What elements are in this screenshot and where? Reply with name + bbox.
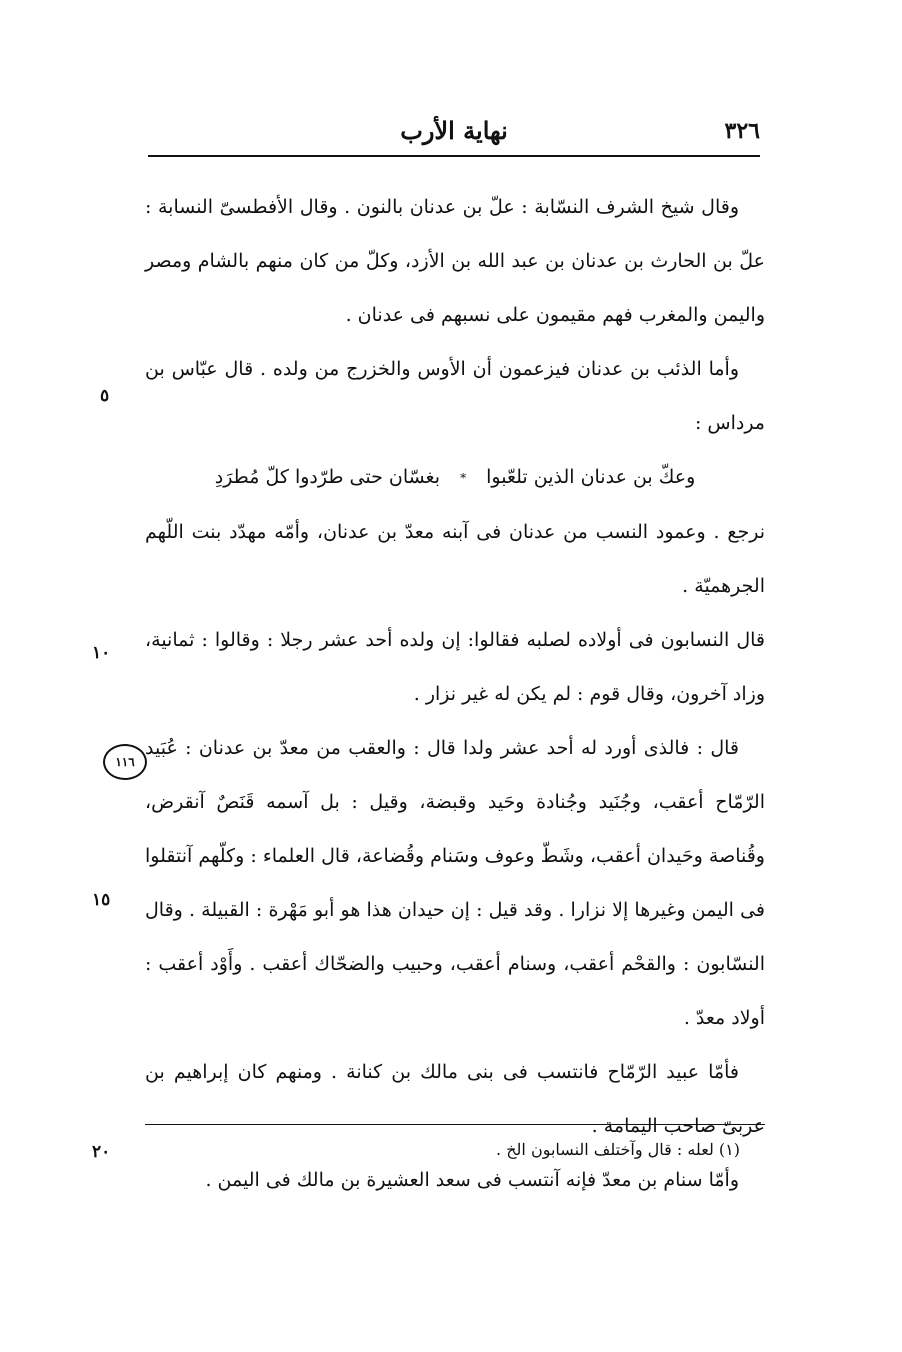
poem-verse [145, 450, 765, 505]
line-number-5: ٥ [100, 386, 110, 406]
page-header [148, 112, 760, 156]
original-page-marker: ١١٦ [103, 744, 147, 780]
main-text [145, 180, 765, 1207]
verse-first-hemistich: وعكّ بن عدنان الذين تلعّبوا [486, 466, 696, 488]
line-number-20: ٢٠ [92, 1142, 111, 1162]
line-number-10: ١٠ [92, 643, 111, 663]
line-number-15: ١٥ [92, 890, 111, 910]
paragraph-7: وأمّا سنام بن معدّ فإنه آنتسب فى سعد العشيرة بن مالك فى اليمن . [205, 1169, 739, 1191]
footnote-rule [145, 1124, 765, 1125]
footnote: (١) لعله : قال وآختلف النسابون الخ . [496, 1140, 740, 1159]
paragraph-2: وأما الذئب بن عدنان فيزعمون أن الأوس والخزرج من ولده . قال عبّاس بن مرداس : [145, 358, 765, 434]
paragraph-3: نرجع . وعمود النسب من عدنان فى آبنه معدّ بن عدنان، وأمّه مهدّد بنت اللّهم الجرهميّة . [145, 521, 765, 597]
running-title: نهاية الأرب [400, 116, 508, 145]
paragraph-5: قال : فالذى أورد له أحد عشر ولدا قال : والعقب من معدّ بن عدنان : عُبَيد الرّمّاح أعقب، وجُنَيد وجُنادة وحَيد وقبضة، وقيل : بل آسمه قَنَصٌ آنقرض، وقُناصة وحَيدان أعقب، وشَطّ وعوف وسَنام وقُضاعة، قال العلماء : وكلّهم آنتقلوا فى اليمن وغيرها إلا نزارا . وقد قيل : إن حيدان هذا هو أبو مَهْرة : القبيلة . وقال النسّابون : والقحْم أعقب، وسنام أعقب، وحبيب والضحّاك أعقب . وأَوْد أعقب : أولاد معدّ . [145, 737, 765, 1029]
paragraph-4: قال النسابون فى أولاده لصلبه فقالوا: إن ولده أحد عشر رجلا : وقالوا : ثمانية، وزاد آخرون، وقال قوم : لم يكن له غير نزار . [145, 629, 765, 705]
verse-separator: * [460, 471, 467, 485]
paragraph-1: وقال شيخ الشرف النسّابة : علّ بن عدنان بالنون . وقال الأفطسىّ النسابة : علّ بن الحارث بن عدنان بن عبد الله بن الأزد، وكلّ من كان منهم بالشام ومصر واليمن والمغرب فهم مقيمون على نسبهم فى عدنان . [145, 196, 765, 326]
paragraph-6: فأمّا عبيد الرّمّاح فانتسب فى بنى مالك بن كنانة . ومنهم كان إبراهيم بن عربىّ صاحب اليمامة . [145, 1061, 765, 1137]
page-number: ٣٢٦ [724, 118, 760, 144]
verse-second-hemistich: بغسّان حتى طرّدوا كلّ مُطرَدِ [214, 466, 441, 488]
header-rule [148, 155, 760, 157]
